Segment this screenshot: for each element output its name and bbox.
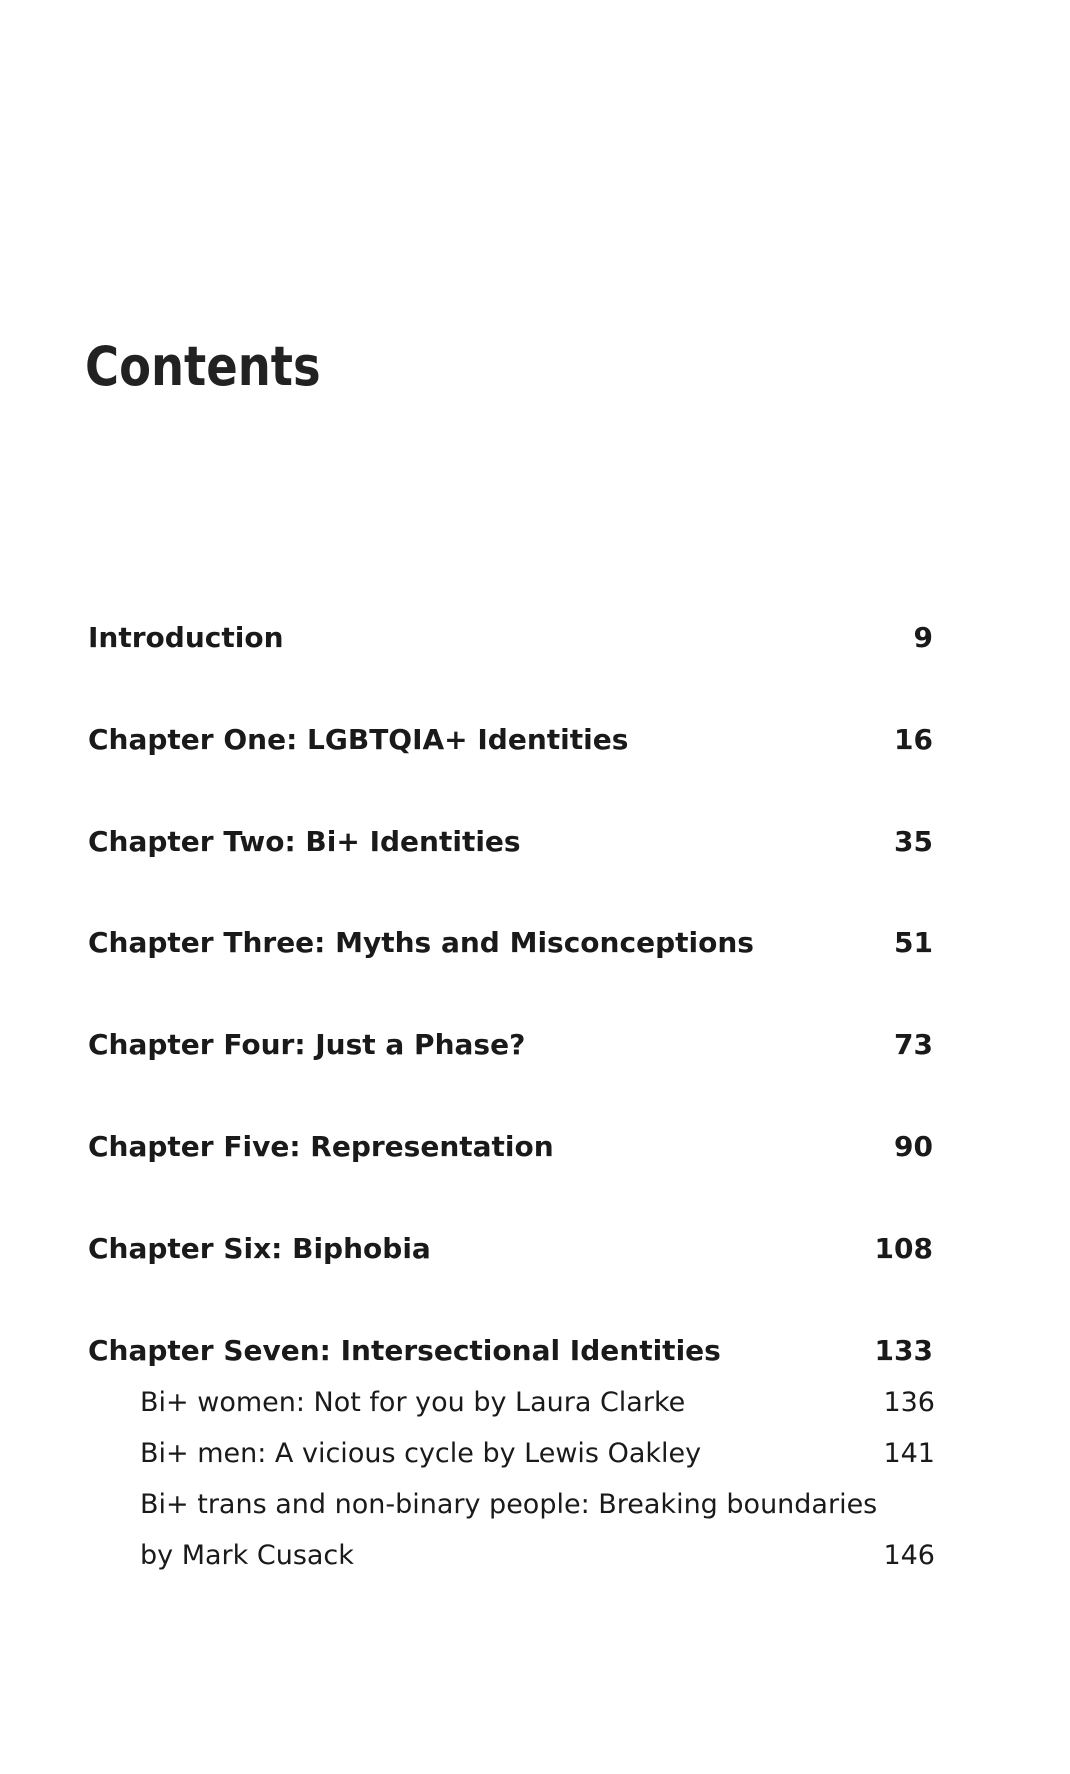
- toc-subentry-page-number: 136: [883, 1387, 935, 1418]
- toc-entry-page-number: 9: [913, 621, 933, 654]
- toc-subentry-bi-men: [88, 1434, 1070, 1474]
- page-title: Contents: [85, 335, 321, 398]
- toc-entry-label: Chapter Two: Bi+ Identities: [88, 825, 521, 858]
- toc-entry-label: Chapter Three: Myths and Misconceptions: [88, 926, 754, 959]
- toc-entry-label: Introduction: [88, 621, 284, 654]
- toc-subentry-label: Bi+ trans and non-binary people: Breaking boundaries: [140, 1489, 878, 1520]
- toc-entry-page-number: 35: [894, 825, 933, 858]
- toc-entry-introduction: [88, 618, 1070, 658]
- toc-entry-chapter-seven: [88, 1331, 1070, 1371]
- toc-entry-label: Chapter Seven: Intersectional Identities: [88, 1334, 721, 1367]
- toc-entry-chapter-one: [88, 720, 1070, 760]
- toc-entry-page-number: 133: [874, 1334, 933, 1367]
- toc-entry-page-number: 73: [894, 1028, 933, 1061]
- toc-entry-label: Chapter Four: Just a Phase?: [88, 1028, 526, 1061]
- toc-subentry-label-continued: by Mark Cusack: [140, 1540, 354, 1571]
- toc-subentry-label: Bi+ men: A vicious cycle by Lewis Oakley: [140, 1438, 702, 1469]
- toc-entry-page-number: 51: [894, 926, 933, 959]
- toc-entry-label: Chapter Six: Biphobia: [88, 1232, 431, 1265]
- toc-entry-page-number: 108: [874, 1232, 933, 1265]
- toc-entry-chapter-six: [88, 1229, 1070, 1269]
- toc-entry-chapter-five: [88, 1127, 1070, 1167]
- toc-subentry-bi-trans-nonbinary: [88, 1485, 1070, 1525]
- toc-subentry-label: Bi+ women: Not for you by Laura Clarke: [140, 1387, 686, 1418]
- toc-subentry-page-number: 141: [883, 1438, 935, 1469]
- toc-entry-chapter-four: [88, 1025, 1070, 1065]
- toc-entry-label: Chapter One: LGBTQIA+ Identities: [88, 723, 629, 756]
- toc-subentry-page-number: 146: [883, 1540, 935, 1571]
- toc-entry-chapter-two: [88, 822, 1070, 862]
- toc-subentry-bi-trans-nonbinary-continued: [88, 1536, 1070, 1576]
- toc-entry-label: Chapter Five: Representation: [88, 1130, 554, 1163]
- toc-subentry-bi-women: [88, 1383, 1070, 1423]
- toc-entry-chapter-three: [88, 923, 1070, 963]
- toc-entry-page-number: 90: [894, 1130, 933, 1163]
- toc-entry-page-number: 16: [894, 723, 933, 756]
